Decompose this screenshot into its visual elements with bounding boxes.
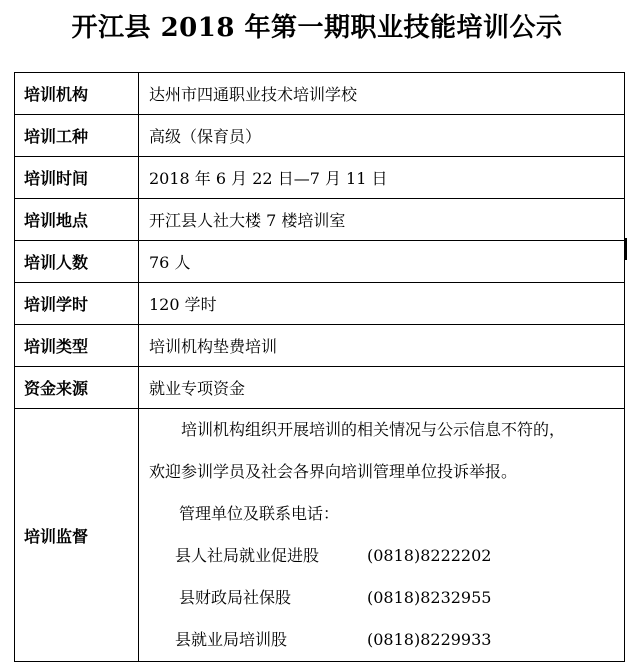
cursor-mark <box>625 238 627 260</box>
table-row <box>15 73 625 115</box>
row-label-type: 培训类型 <box>15 325 139 367</box>
row-value-institution: 达州市四通职业技术培训学校 <box>139 73 625 115</box>
table-row <box>15 115 625 157</box>
page-title: 开江县 2018 年第一期职业技能培训公示 <box>71 13 563 43</box>
row-value-time: 2018 年 6 月 22 日—7 月 11 日 <box>139 157 625 199</box>
supervision-text-line: 欢迎参训学员及社会各界向培训管理单位投诉举报。 <box>149 462 518 481</box>
table-row <box>15 199 625 241</box>
row-label-hours: 培训学时 <box>15 283 139 325</box>
row-label-time: 培训时间 <box>15 157 139 199</box>
supervision-text-line: 培训机构组织开展培训的相关情况与公示信息不符的， <box>181 420 566 439</box>
row-label-location: 培训地点 <box>15 199 139 241</box>
table-row <box>15 325 625 367</box>
row-value-headcount: 76 人 <box>139 241 625 283</box>
table-row <box>15 409 625 662</box>
row-value-trade: 高级（保育员） <box>139 115 625 157</box>
supervision-contacts-heading: 管理单位及联系电话： <box>179 504 340 523</box>
contact-entry <box>149 577 624 619</box>
row-label-trade: 培训工种 <box>15 115 139 157</box>
table-row <box>15 367 625 409</box>
table-row <box>15 283 625 325</box>
contact-phone: (0818)8232955 <box>367 588 492 607</box>
table-row <box>15 241 625 283</box>
contact-phone: (0818)8229933 <box>367 630 492 649</box>
contact-phone: (0818)8222202 <box>367 546 492 565</box>
row-label-institution: 培训机构 <box>15 73 139 115</box>
row-value-type: 培训机构垫费培训 <box>139 325 625 367</box>
row-label-supervision: 培训监督 <box>15 409 139 662</box>
row-label-headcount: 培训人数 <box>15 241 139 283</box>
row-value-hours: 120 学时 <box>139 283 625 325</box>
row-label-funding: 资金来源 <box>15 367 139 409</box>
contact-name: 县财政局社保股 <box>179 588 292 607</box>
contact-entry <box>149 535 624 577</box>
contact-name: 县就业局培训股 <box>175 630 288 649</box>
table-row <box>15 157 625 199</box>
contact-name: 县人社局就业促进股 <box>175 546 320 565</box>
training-notice-table <box>14 72 625 662</box>
contact-entry <box>149 619 624 661</box>
row-value-location: 开江县人社大楼 7 楼培训室 <box>139 199 625 241</box>
row-value-supervision <box>139 409 625 662</box>
row-value-funding: 就业专项资金 <box>139 367 625 409</box>
